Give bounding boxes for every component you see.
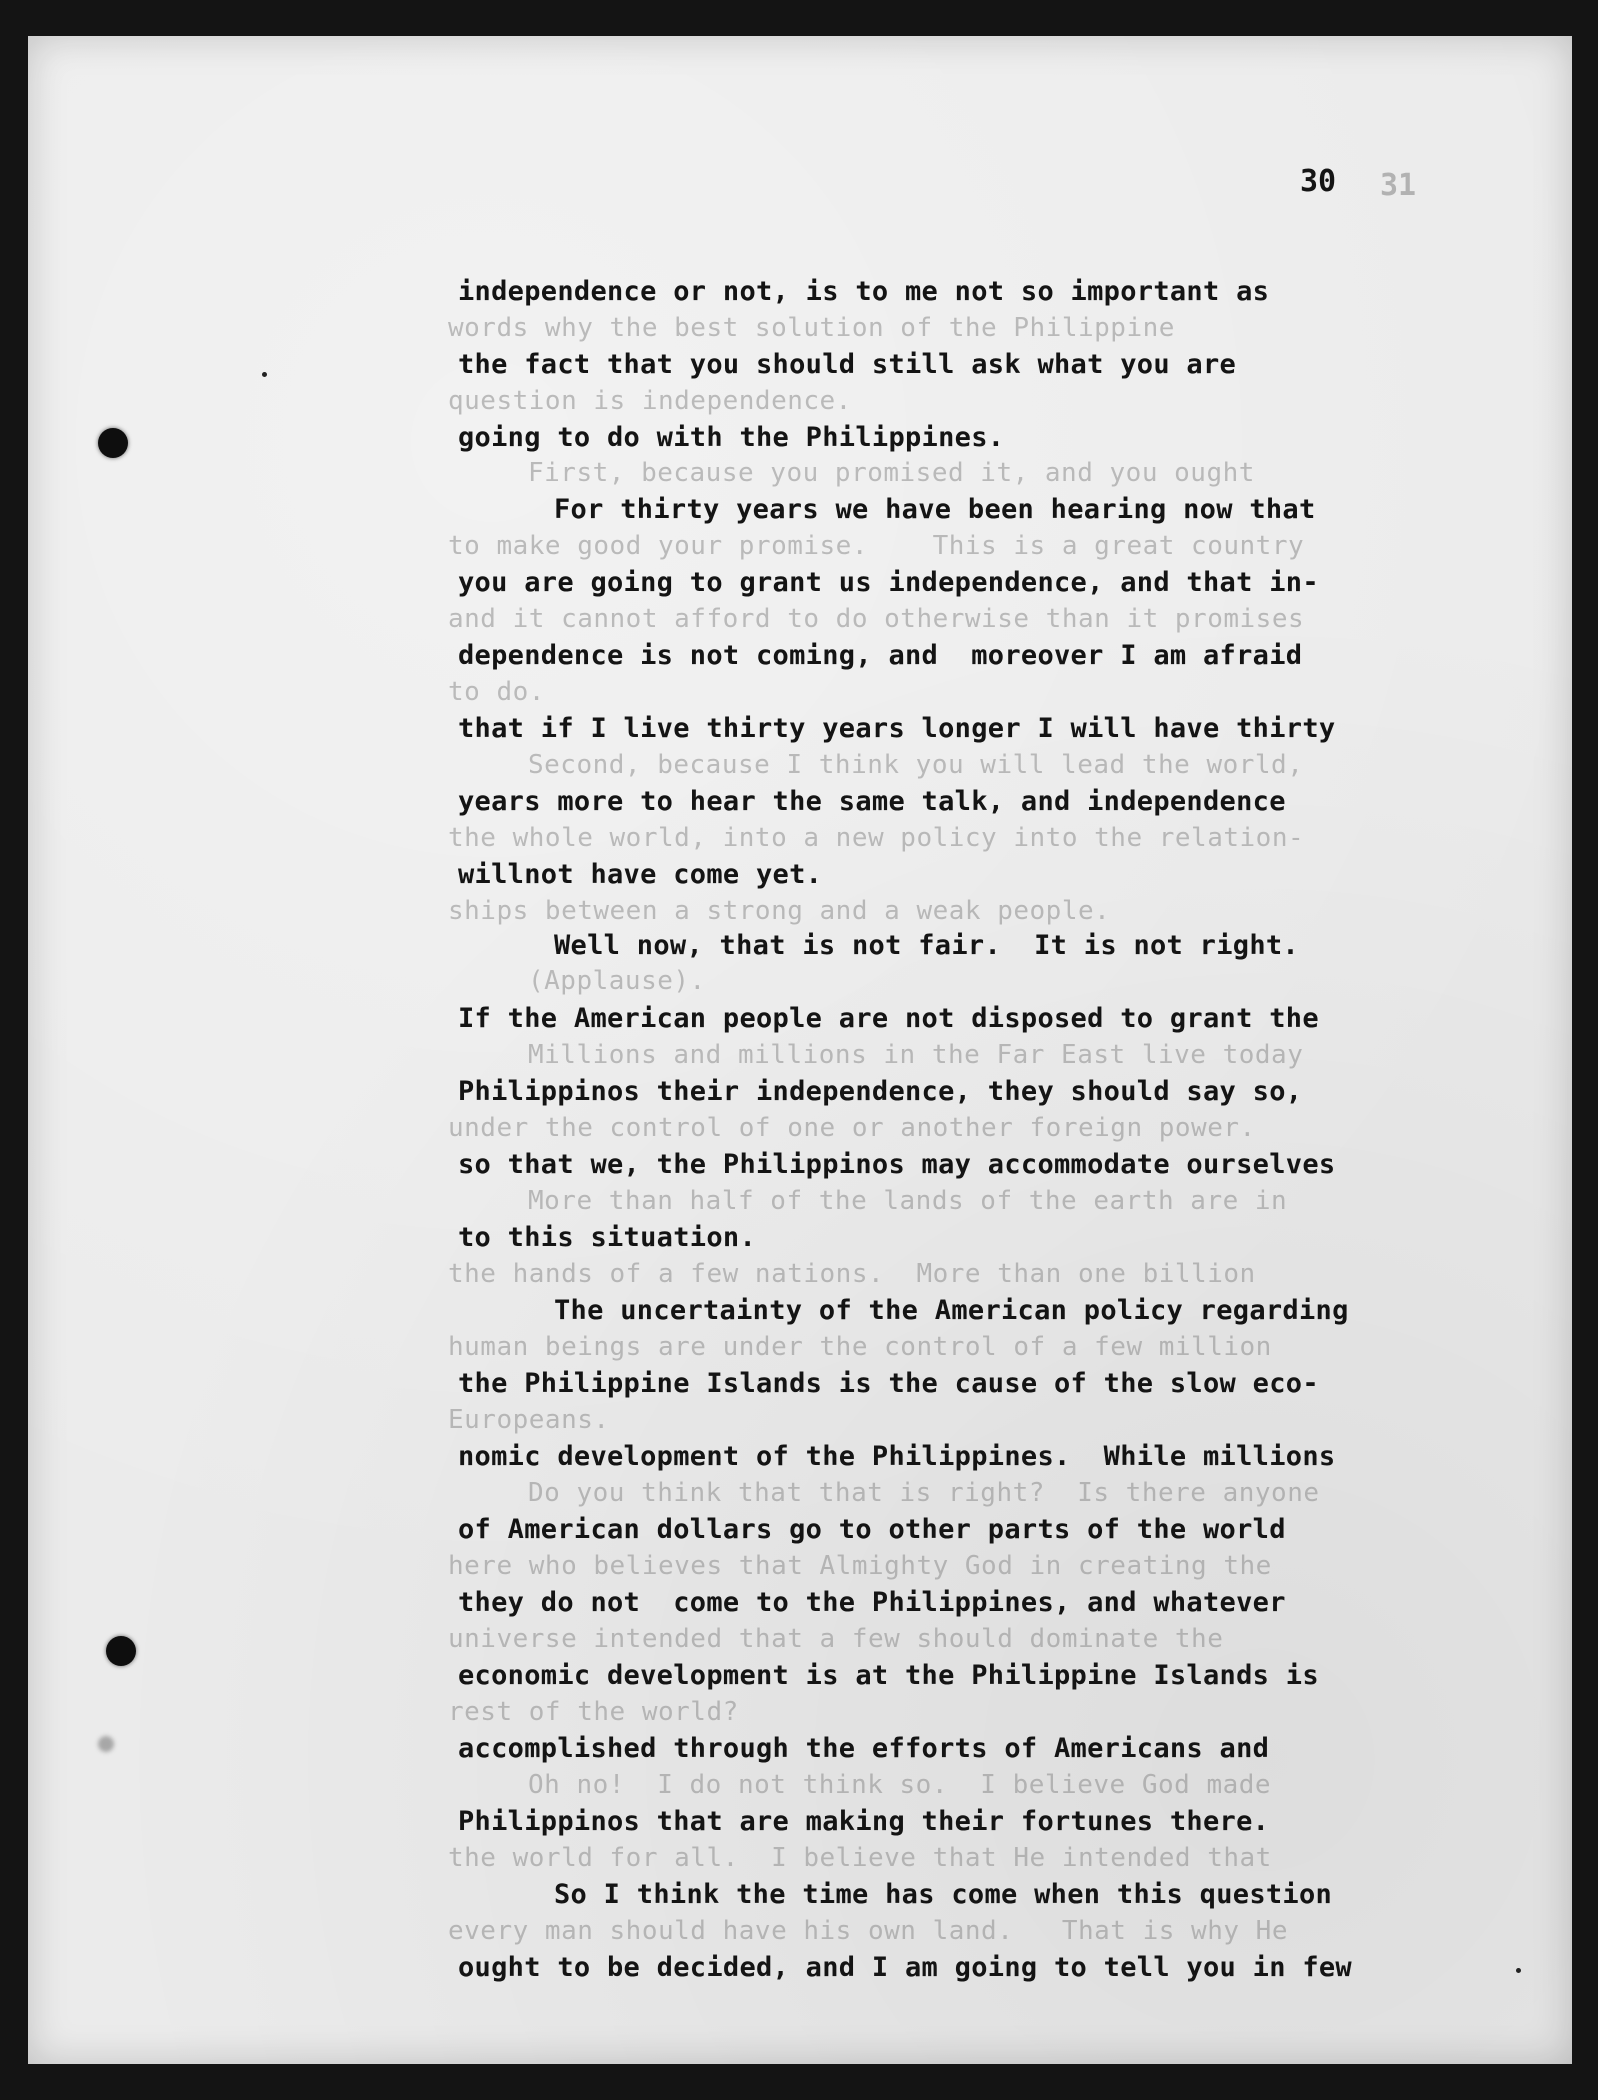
text-line: years more to hear the same talk, and independence	[458, 786, 1286, 817]
text-line: The uncertainty of the American policy regarding	[554, 1295, 1349, 1326]
bleed-through-line: and it cannot afford to do otherwise than it promises	[448, 604, 1305, 634]
bleed-through-line: Second, because I think you will lead the world,	[528, 750, 1304, 780]
bleed-through-line: to make good your promise. This is a great country	[448, 531, 1305, 561]
text-line: they do not come to the Philippines, and whatever	[458, 1587, 1286, 1618]
document-page	[28, 36, 1572, 2064]
speck	[262, 372, 267, 377]
text-line: so that we, the Philippinos may accommodate ourselves	[458, 1149, 1336, 1180]
text-line: the fact that you should still ask what you are	[458, 349, 1237, 380]
text-line: nomic development of the Philippines. While millions	[458, 1441, 1336, 1472]
text-line: independence or not, is to me not so important as	[458, 276, 1270, 307]
bleed-through-line: the whole world, into a new policy into the relation-	[448, 823, 1305, 853]
text-line: If the American people are not disposed to grant the	[458, 1003, 1319, 1034]
text-line: Philippinos that are making their fortunes there.	[458, 1806, 1270, 1837]
bleed-through-line: question is independence.	[448, 386, 852, 416]
bleed-through-line: every man should have his own land. That is why He	[448, 1916, 1288, 1946]
text-line: that if I live thirty years longer I will have thirty	[458, 713, 1336, 744]
punch-hole	[98, 428, 128, 458]
text-line: economic development is at the Philippine Islands is	[458, 1660, 1319, 1691]
smudge	[98, 1736, 114, 1752]
text-line: dependence is not coming, and moreover I am afraid	[458, 640, 1303, 671]
text-line: you are going to grant us independence, and that in-	[458, 567, 1319, 598]
bleed-through-line: Millions and millions in the Far East live today	[528, 1040, 1304, 1070]
speck	[1516, 1968, 1521, 1973]
text-line: Well now, that is not fair. It is not right.	[554, 930, 1299, 961]
bleed-through-line: here who believes that Almighty God in creating the	[448, 1551, 1272, 1581]
bleed-through-line: (Applause).	[528, 966, 706, 996]
text-line: ought to be decided, and I am going to tell you in few	[458, 1952, 1352, 1983]
bleed-through-line: under the control of one or another foreign power.	[448, 1113, 1256, 1143]
bleed-through-line: Oh no! I do not think so. I believe God made	[528, 1770, 1272, 1800]
page-number-bleed-through: 31	[1380, 168, 1417, 203]
bleed-through-line: Do you think that that is right? Is there anyone	[528, 1478, 1320, 1508]
text-line: the Philippine Islands is the cause of the slow eco-	[458, 1368, 1319, 1399]
bleed-through-line: universe intended that a few should dominate the	[448, 1624, 1224, 1654]
bleed-through-line: ships between a strong and a weak people.	[448, 896, 1111, 926]
bleed-through-line: the hands of a few nations. More than one billion	[448, 1259, 1256, 1289]
bleed-through-line: human beings are under the control of a few million	[448, 1332, 1272, 1362]
text-line: going to do with the Philippines.	[458, 422, 1005, 453]
text-line: accomplished through the efforts of Americans and	[458, 1733, 1270, 1764]
text-line: of American dollars go to other parts of the world	[458, 1514, 1286, 1545]
bleed-through-line: More than half of the lands of the earth are in	[528, 1186, 1288, 1216]
page-number: 30	[1300, 164, 1337, 199]
bleed-through-line: First, because you promised it, and you ought	[528, 458, 1255, 488]
punch-hole	[106, 1636, 136, 1666]
text-line: willnot have come yet.	[458, 859, 823, 890]
text-line: For thirty years we have been hearing now that	[554, 494, 1316, 525]
bleed-through-line: rest of the world?	[448, 1697, 739, 1727]
text-line: Philippinos their independence, they should say so,	[458, 1076, 1303, 1107]
bleed-through-line: words why the best solution of the Philippine	[448, 313, 1175, 343]
bleed-through-line: Europeans.	[448, 1405, 610, 1435]
bleed-through-line: the world for all. I believe that He intended that	[448, 1843, 1272, 1873]
text-line: to this situation.	[458, 1222, 756, 1253]
text-line: So I think the time has come when this question	[554, 1879, 1333, 1910]
bleed-through-line: to do.	[448, 677, 545, 707]
